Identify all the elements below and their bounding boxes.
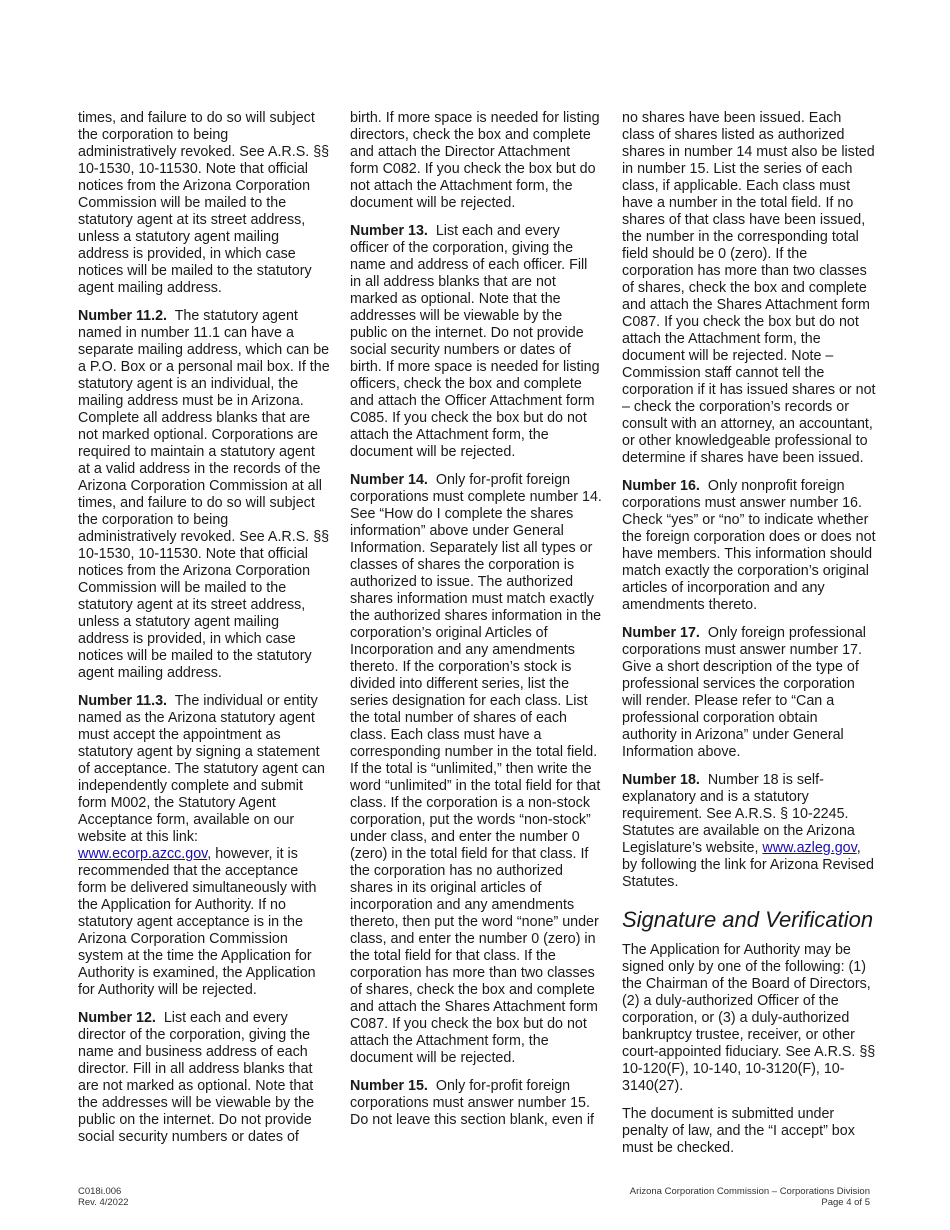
organization-name: Arizona Corporation Commission – Corporations Division (629, 1186, 870, 1197)
number-15-label: Number 15. (350, 1078, 428, 1094)
ecorp-link[interactable]: www.ecorp.azcc.gov (78, 846, 208, 862)
paragraph-number-17 (622, 625, 876, 761)
paragraph-number-12 (78, 1010, 330, 1146)
paragraph-number-14 (350, 472, 602, 1067)
number-11-3-text-cont: , however, it is recommended that the acceptance form be delivered simultaneously with the Application for Authority. If no statutory agent acceptance is in the Arizona Corporation Commission system at the time the Application for Authority is examined, the Application for Authority will be rejected. (78, 846, 317, 998)
column-1 (78, 110, 330, 1157)
number-11-2-text: The statutory agent named in number 11.1 can have a separate mailing address, which can be a P.O. Box or a personal mail box. If the statutory agent is an individual, the mailing address must be in Arizona. Complete all address blanks that are not marked optional. Corporations are required to maintain a statutory agent at a valid address in the records of the Arizona Corporation Commission at all times, and failure to do so will subject the corporation to being administratively revoked. See A.R.S. §§ 10-1530, 10-11530. Note that official notices from the Arizona Corporation Commission will be mailed to the statutory agent at its street address, unless a statutory agent mailing address is provided, in which case notices will be mailed to the statutory agent mailing address. (78, 308, 330, 681)
signature-paragraph-1: The Application for Authority may be signed only by one of the following: (1) the Chairman of the Board of Directors, (2) a duly-authorized Officer of the corporation, or (3) a duly-authorized bankruptcy trustee, receiver, or other court-appointed fiduciary. See A.R.S. §§ 10-120(F), 10-140, 10-3120(F), 10-3140(27). (622, 942, 876, 1094)
paragraph-number-18 (622, 772, 876, 891)
page-number: Page 4 of 5 (821, 1197, 870, 1208)
number-16-label: Number 16. (622, 478, 700, 494)
number-13-text: List each and every officer of the corporation, giving the name and address of each officer. Fill in all address blanks that are not marked as optional. Note that the addresses will be viewable by the public on the internet. Do not provide social security numbers or dates of birth. If more space is needed for listing officers, check the box and complete and attach the Officer Attachment form C085. If you check the box but do not attach the Attachment form, the document will be rejected. (350, 223, 600, 460)
paragraph-number-16 (622, 478, 876, 614)
paragraph-number-11-3 (78, 693, 330, 999)
azleg-link[interactable]: www.azleg.gov (762, 840, 857, 856)
number-11-3-label: Number 11.3. (78, 693, 167, 709)
number-14-text-cont: corporation, put the words “non-stock” under class, and enter the number 0 (zero) in the total field for that class. If the corporation has no authorized shares in its original articles of incorporation and any amendments thereto, then put the word “none” under class, and enter the number 0 (zero) in the total field for that class. If the corporation has more than two classes of shares, check the box and complete and attach the Shares Attachment form C087. If you check the box but do not attach the Attachment form, the document will be rejected. (350, 812, 599, 1066)
signature-paragraph-2: The document is submitted under penalty of law, and the “I accept” box must be checked. (622, 1106, 855, 1156)
number-18-label: Number 18. (622, 772, 700, 788)
paragraph-15-continued: no shares have been issued. Each class of shares listed as authorized shares in number 14 must also be listed in number 15. List the series of each class, if applicable. Each class must have a number in the total field. If no shares of that class have been issued, the number in the corresponding total field should be 0 (zero). If the corporation has more than two classes of shares, check the box and complete and attach the Shares Attachment form C087. If you check the box but do not attach the Attachment form, the document will be rejected. Note – Commission staff cannot tell the corporation if it has issued shares or not – check the corporation’s records or consult with an attorney, an accountant, or other knowledgeable professional to determine if shares have been issued. (622, 110, 876, 466)
number-14-label: Number 14. (350, 472, 428, 488)
number-15-text: Only for-profit foreign corporations must answer number 15. Do not leave this section blank, even if (350, 1078, 594, 1128)
number-12-text: List each and every director of the corporation, giving the name and business address of each director. Fill in all address blanks that are not marked as optional. Note that the addresses will be viewable by the public on the internet. Do not provide social security numbers or dates of (78, 1010, 315, 1145)
signature-verification-heading: Signature and Verification (622, 907, 874, 932)
number-11-3-text: The individual or entity named as the Arizona statutory agent must accept the appointment as statutory agent by signing a statement of acceptance. The statutory agent can independently complete and submit form M002, the Statutory Agent Acceptance form, available on our website at this link: (78, 693, 325, 845)
footer-left (78, 1186, 129, 1208)
paragraph-number-15 (350, 1078, 602, 1129)
number-11-2-label: Number 11.2. (78, 308, 167, 324)
number-17-text: Only foreign professional corporations must answer number 17. Give a short description of the type of professional services the corporation will render. Please refer to “Can a professional corporation obtain authority in Arizona” under General Information above. (622, 625, 866, 760)
form-code: C018i.006 (78, 1186, 122, 1197)
revision-date: Rev. 4/2022 (78, 1197, 129, 1208)
paragraph-12-continued: birth. If more space is needed for listing directors, check the box and complete and attach the Director Attachment form C082. If you check the box but do not attach the Attachment form, the document will be rejected. (350, 110, 600, 211)
number-12-label: Number 12. (78, 1010, 156, 1026)
number-18-text: Number 18 is self-explanatory and is a statutory requirement. See A.R.S. § 10-2245. Statutes are available on the Arizona Legislature’s website, (622, 772, 855, 856)
footer-right (630, 1186, 870, 1208)
number-14-text: Only for-profit foreign corporations must complete number 14. See “How do I complete the shares information” above under General Information. Separately list all types or classes of shares the corporation is authorized to issue. The authorized shares information must match exactly the authorized shares information in the corporation’s original Articles of Incorporation and any amendments thereto. If the corporation’s stock is divided into different series, list the series designation for each class. List the total number of shares of each class. Each class must have a corresponding number in the total field. If the total is “unlimited,” then write the word “unlimited” in the total field for that class. If the corporation is a non-stock (350, 472, 602, 811)
column-2 (350, 110, 602, 1140)
number-13-label: Number 13. (350, 223, 428, 239)
number-18-text-cont: , by following the link for Arizona Revised Statutes. (622, 840, 874, 890)
number-17-label: Number 17. (622, 625, 700, 641)
paragraph-11-1-continued: times, and failure to do so will subject the corporation to being administratively revoked. See A.R.S. §§ 10-1530, 10-11530. Note that official notices from the Arizona Corporation Commission will be mailed to the statutory agent at its street address, unless a statutory agent mailing address is provided, in which case notices will be mailed to the statutory agent mailing address. (78, 110, 330, 296)
paragraph-number-11-2 (78, 308, 330, 682)
paragraph-number-13 (350, 223, 602, 461)
column-3 (622, 110, 876, 1168)
number-16-text: Only nonprofit foreign corporations must answer number 16. Check “yes” or “no” to indicate whether the foreign corporation does or does not have members. This information should match exactly the corporation’s original articles of incorporation and any amendments thereto. (622, 478, 876, 613)
